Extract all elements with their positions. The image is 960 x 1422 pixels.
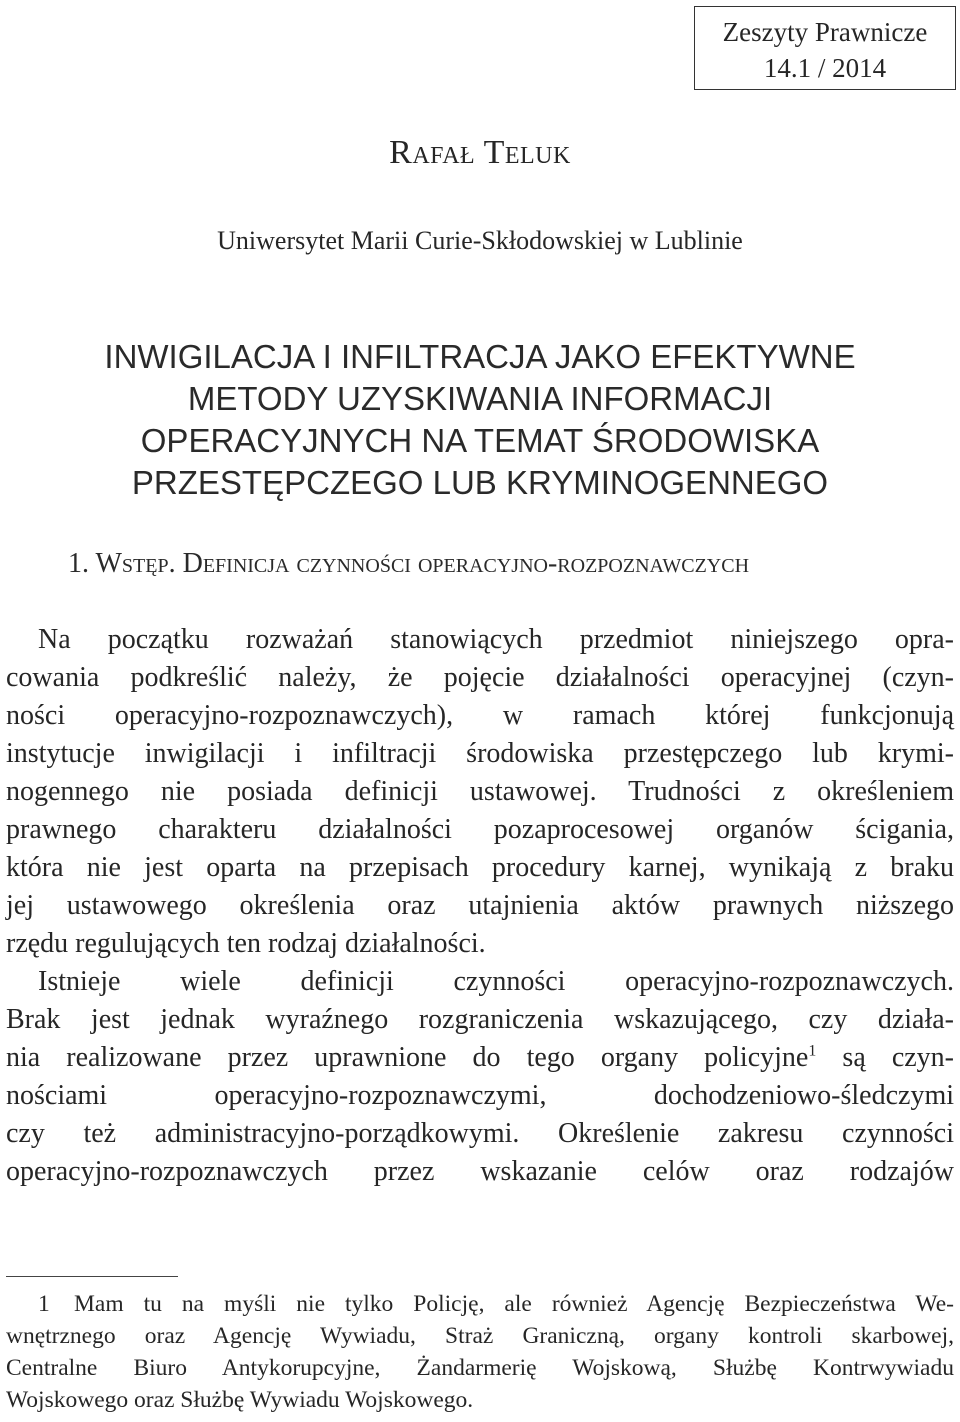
title-line: INWIGILACJA I INFILTRACJA JAKO EFEKTYWNE — [104, 338, 856, 375]
body-line: Na początku rozważań stanowiących przedmiot niniejszego opra- — [38, 624, 954, 655]
footnote-number: 1 — [38, 1291, 50, 1317]
title-line: PRZESTĘPCZEGO LUB KRYMINOGENNEGO — [131, 464, 829, 501]
title-line: OPERACYJNYCH NA TEMAT ŚRODOWISKA — [140, 422, 820, 459]
body-line: Brak jest jednak wyraźnego rozgraniczenia wskazującego, czy działa- — [6, 1004, 954, 1035]
body-line: ności operacyjno-rozpoznawczych), w ramach której funkcjonują — [6, 700, 954, 731]
body-line-tail: są czyn- — [816, 1042, 954, 1073]
body-line: jej ustawowego określenia oraz utajnienia aktów prawnych niższego — [6, 890, 954, 921]
footnote-line: Wojskowego oraz Służbę Wywiadu Wojskowego. — [6, 1387, 474, 1413]
footnote-divider — [6, 1276, 178, 1277]
body-line: Istnieje wiele definicji czynności operacyjno-rozpoznawczych. — [38, 966, 954, 997]
body-line: instytucje inwigilacji i infiltracji środowiska przestępczego lub krymi- — [6, 738, 954, 769]
body-text — [0, 621, 960, 1221]
author-affiliation: Uniwersytet Marii Curie-Skłodowskiej w Lublinie — [217, 226, 743, 255]
title-line: METODY UZYSKIWANIA INFORMACJI — [187, 380, 773, 417]
body-line: operacyjno-rozpoznawczych przez wskazanie celów oraz rodzajów — [6, 1156, 954, 1187]
body-line-with-footnote-ref — [6, 1039, 954, 1077]
section-heading: 1. Wstęp. Definicja czynności operacyjno-rozpoznawczych — [68, 548, 750, 579]
footnote-reference[interactable]: 1 — [808, 1042, 817, 1060]
body-line: nogennego nie posiada definicji ustawowej. Trudności z określeniem — [6, 776, 954, 807]
journal-name: Zeszyty Prawnicze — [722, 17, 928, 47]
author-name: Rafał Teluk — [389, 134, 571, 171]
journal-issue: 14.1 / 2014 — [763, 53, 887, 83]
body-line: cowania podkreślić należy, że pojęcie działalności operacyjnej (czyn- — [6, 662, 954, 693]
body-line-text: nia realizowane przez uprawnione do tego organy policyjne — [6, 1042, 809, 1073]
journal-box — [694, 6, 956, 90]
body-line: która nie jest oparta na przepisach procedury karnej, wynikają z braku — [6, 852, 954, 883]
footnote-line: wnętrznego oraz Agencję Wywiadu, Straż Graniczną, organy kontroli skarbowej, — [6, 1323, 954, 1349]
body-line: rzędu regulujących ten rodzaj działalności. — [6, 928, 486, 959]
footnote-line: Centralne Biuro Antykorupcyjne, Żandarmerię Wojskową, Służbę Kontrwywiadu — [6, 1355, 954, 1381]
body-line: nościami operacyjno-rozpoznawczymi, dochodzeniowo-śledczymi — [6, 1080, 954, 1111]
footnote-line: Mam tu na myśli nie tylko Policję, ale również Agencję Bezpieczeństwa We- — [74, 1291, 954, 1317]
article-title — [0, 336, 960, 504]
body-line: prawnego charakteru działalności pozaprocesowej organów ścigania, — [6, 814, 954, 845]
body-line: czy też administracyjno-porządkowymi. Określenie zakresu czynności — [6, 1118, 954, 1149]
